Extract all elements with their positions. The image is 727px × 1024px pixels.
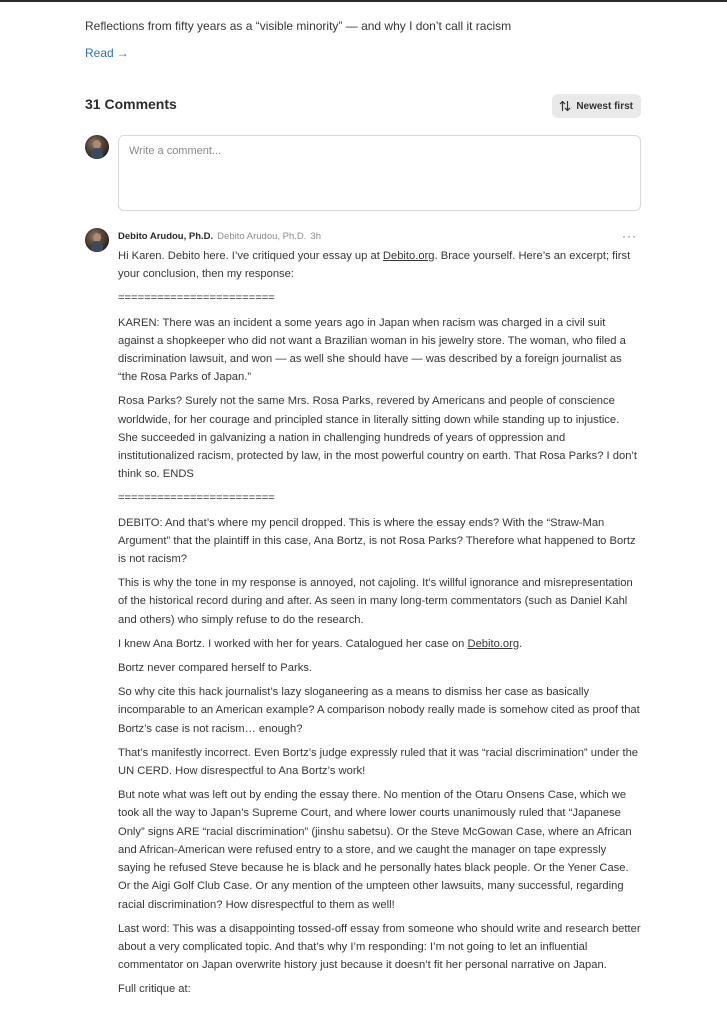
read-label: Read <box>85 46 114 60</box>
read-link[interactable] <box>85 46 129 60</box>
commenter-avatar[interactable] <box>85 228 109 252</box>
comments-header <box>85 94 641 118</box>
text-segment: . Brace yourself. Here’s an excerpt; first your conclusion, then my response: <box>118 250 631 281</box>
comment-handle[interactable]: Debito Arudou, Ph.D. <box>217 231 307 242</box>
sort-arrows-icon <box>559 100 571 112</box>
comment-author[interactable]: Debito Arudou, Ph.D. <box>118 231 214 242</box>
comment-paragraph <box>118 247 641 283</box>
post-subtitle: Reflections from fifty years as a “visible minority” — and why I don’t call it racism <box>85 19 512 33</box>
comment-paragraph: So why cite this hack journalist’s lazy sloganeering as a means to dismiss her case as basically incomparable to an American example? A comparison nobody really made is somehow cited as proof that Bortz’s case is not racism… enough? <box>118 686 640 735</box>
comment-input[interactable] <box>119 136 640 210</box>
comment-meta <box>118 231 641 245</box>
text-segment: . <box>519 637 523 650</box>
sort-button[interactable] <box>552 94 641 118</box>
more-options-icon[interactable]: ··· <box>622 229 637 243</box>
comment-composer <box>118 135 641 211</box>
comment-paragraph: Rosa Parks? Surely not the same Mrs. Rosa Parks, revered by Americans and people of conscience worldwide, for her courage and principled stance in literally sitting down while standing up to injustice. She succeeded in galvanizing a nation in challenging hundreds of years of oppression and institutionalized racism, protected by law, in the most powerful country on earth. That Rosa Parks? I don’t think so. ENDS <box>118 395 638 481</box>
comment-paragraph: DEBITO: And that’s where my pencil dropped. This is where the essay ends? With the “Straw-Man Argument” that the plaintiff in this case, Ana Bortz, is not Rosa Parks? Therefore what happened to Bortz is not racism? <box>118 516 636 566</box>
separator-line: ======================== <box>118 492 275 505</box>
comment-paragraph: Last word: This was a disappointing tossed-off essay from someone who should write and research better about a very complicated topic. And that’s why I’m responding: I’m not going to let an influential commentator on Japan overwrite history just because it doesn’t fit her personal narrative on Japan. <box>118 922 641 972</box>
comment-paragraph: That’s manifestly incorrect. Even Bortz’s judge expressly ruled that it was “racial discrimination” under the UN CERD. How disrespectful to Ana Bortz’s work! <box>118 746 639 778</box>
comment-body <box>118 247 641 1005</box>
top-divider <box>0 0 727 2</box>
comment-paragraph: KAREN: There was an incident a some years ago in Japan when racism was charged in a civil suit against a shopkeeper who did not want a Brazilian woman in his jewelry store. The woman, who filed a discrimination lawsuit, and won — as well she should have — was described by a foreign journalist as “the Rosa Parks of Japan.” <box>118 316 626 384</box>
comments-count: 31 Comments <box>85 96 177 112</box>
text-segment: I knew Ana Bortz. I worked with her for years. Catalogued her case on <box>118 637 468 650</box>
sort-label: Newest first <box>576 100 633 112</box>
debito-link[interactable]: Debito.org <box>467 637 520 650</box>
debito-link[interactable]: Debito.org <box>382 250 435 262</box>
comment-paragraph: This is why the tone in my response is annoyed, not cajoling. It’s willful ignorance and misrepresentation of the historical record during and after. As seen in many long-term commentators (such as Daniel Kahl and others) who simply refuse to do the research. <box>118 577 633 626</box>
user-avatar <box>85 135 109 159</box>
comment-paragraph: Bortz never compared herself to Parks. <box>118 662 313 675</box>
separator-line: ======================== <box>118 292 275 305</box>
text-segment: Hi Karen. Debito here. I’ve critiqued your essay up at <box>118 250 383 262</box>
arrow-right-icon: → <box>116 46 129 60</box>
comment-timestamp[interactable]: 3h <box>310 231 321 242</box>
comment-paragraph: But note what was left out by ending the essay there. No mention of the Otaru Onsens Case, which we took all the way to Japan’s Supreme Court, and where lower courts unanimously ruled that “Japanese Only” signs ARE “racial discrimination” (jinshu sabetsu). Or the Steve McGowan Case, where an African and African-American were refused entry to a store, and we caught the manager on tape expressly saying he refused Steve because he is black and he personally hates black people. Or the Yener Case. Or the Aigi Golf Club Case. Or any mention of the umpteen other lawsuits, many successful, regarding racial discrimination? How disrespectful to them as well! <box>118 789 632 911</box>
comment-paragraph <box>118 635 641 653</box>
comment-paragraph: Full critique at: <box>118 983 191 996</box>
